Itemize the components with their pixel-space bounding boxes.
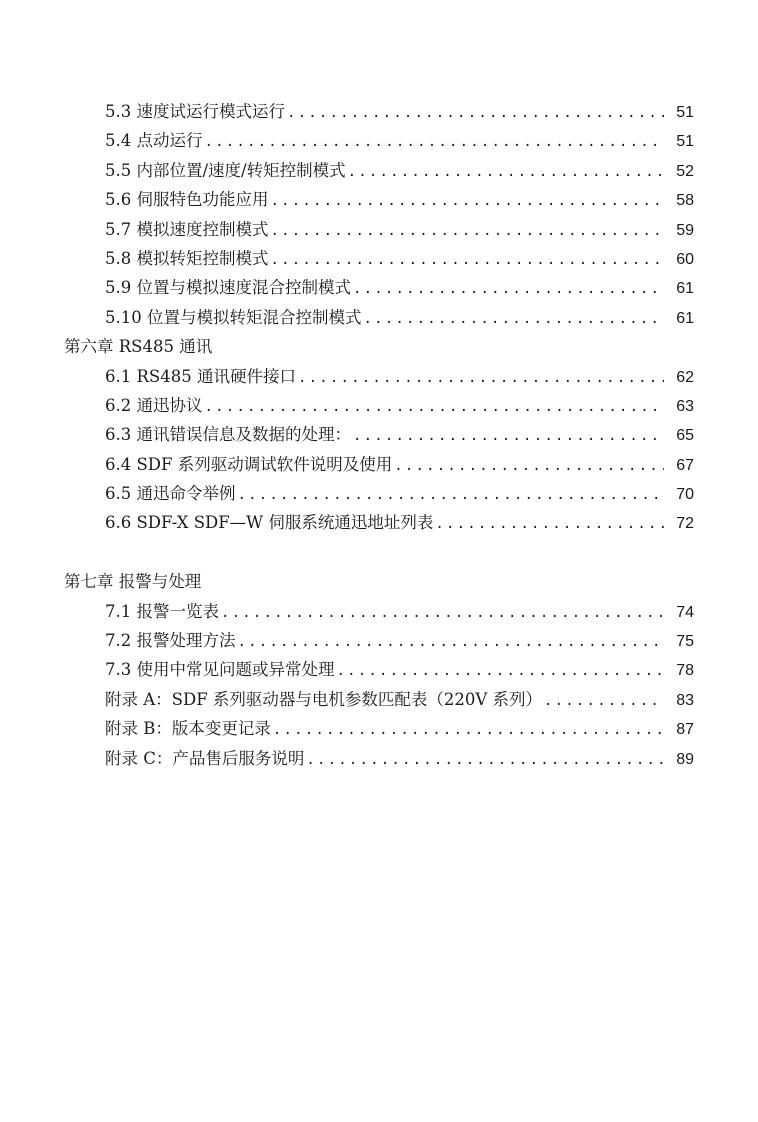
toc-entry [64,244,694,273]
toc-leader-dots [353,422,664,451]
toc-leader-dots [353,275,664,304]
toc-entry-line [105,391,694,422]
toc-page-number: 52 [676,162,694,180]
toc-page-number: 61 [676,280,694,298]
toc-entry-line [105,420,694,451]
toc-chapter-heading [64,567,694,596]
toc-leader-dots [298,364,664,393]
toc-leader-dots [306,746,664,775]
toc-entry-label: 5.9 位置与模拟速度混合控制模式 [105,273,353,302]
toc-leader-dots [394,452,664,481]
toc-page-number: 58 [676,192,694,210]
toc-entry-label: 附录 B：版本变更记录 [105,714,273,743]
toc-entry-line [105,450,694,481]
toc-page-number: 63 [676,397,694,415]
toc-leader-dots [271,246,665,275]
toc-entry-line [105,244,694,275]
toc-entry-line [105,273,694,304]
toc-page-number: 83 [676,691,694,709]
toc-page-number: 59 [676,221,694,239]
toc-entry-line [105,597,694,628]
toc-entry-label: 7.1 报警一览表 [105,597,221,626]
toc-leader-dots [238,481,665,510]
toc-page-number: 75 [676,633,694,651]
toc-entry [64,479,694,508]
toc-leader-dots [271,217,665,246]
toc-leader-dots [337,657,665,686]
toc-chapter-title: 第六章 RS485 通讯 [64,337,213,357]
toc-entry [64,126,694,155]
toc-page-number: 78 [676,662,694,680]
toc-entry [64,215,694,244]
toc-leader-dots [205,393,665,422]
toc-entry-label: 7.2 报警处理方法 [105,626,238,655]
toc-entry-label: 6.1 RS485 通讯硬件接口 [105,362,298,391]
toc-entry [64,420,694,449]
toc-chapter-title: 第七章 报警与处理 [64,572,202,592]
toc-entry-label: 7.3 使用中常见问题或异常处理 [105,655,337,684]
toc-page-number: 61 [676,309,694,327]
toc-entry-line [105,685,694,716]
toc-entry-line [105,362,694,393]
toc-leader-dots [221,599,664,628]
toc-entry [64,685,694,714]
toc-entry [64,362,694,391]
toc-entry-label: 5.7 模拟速度控制模式 [105,215,271,244]
toc-entry [64,450,694,479]
toc-entry-label: 6.6 SDF-X SDF—W 伺服系统通迅地址列表 [105,508,435,537]
toc-entry-label: 5.6 伺服特色功能应用 [105,185,271,214]
toc-chapter-heading [64,332,694,361]
toc-entry [64,597,694,626]
toc-page-number: 51 [676,133,694,151]
toc-leader-dots [348,158,664,187]
toc-page-number: 51 [676,104,694,121]
toc-page-number: 70 [676,486,694,504]
toc-entry [64,156,694,185]
toc-entry-line [105,508,694,539]
toc-entry-line [105,626,694,657]
toc-entry-label: 6.5 通迅命令举例 [105,479,238,508]
toc-entry-label: 5.8 模拟转矩控制模式 [105,244,271,273]
toc-entry-line [105,479,694,510]
toc-entry [64,714,694,743]
toc-entry-line [105,156,694,187]
toc-leader-dots [544,687,664,716]
toc-leader-dots [271,187,665,216]
toc-page-number: 65 [676,427,694,445]
toc-entry-label: 5.3 速度试运行模式运行 [105,97,287,126]
toc-page-number: 62 [676,368,694,386]
toc-entry-label: 5.4 点动运行 [105,126,205,155]
toc-entry [64,744,694,773]
toc-page-number: 87 [676,721,694,739]
toc-entry [64,626,694,655]
toc-entry-line [105,97,694,128]
toc-page-number: 60 [676,250,694,268]
toc-entry [64,303,694,332]
toc-entry-line [105,185,694,216]
toc-entry-line [105,655,694,686]
toc-page-number: 89 [676,750,694,768]
toc-entry-line [105,215,694,246]
toc-entry [64,185,694,214]
toc-leader-dots [435,510,664,539]
toc-entry-label: 6.2 通迅协议 [105,391,205,420]
toc-entry-line [105,303,694,334]
toc-leader-dots [205,128,665,157]
toc-entry [64,97,694,126]
toc-entry-label: 6.4 SDF 系列驱动调试软件说明及使用 [105,450,394,479]
toc-leader-dots [238,628,665,657]
toc-entry-label: 附录 C：产品售后服务说明 [105,744,306,773]
toc-entry [64,508,694,537]
toc-entry-label: 附录 A：SDF 系列驱动器与电机参数匹配表（220V 系列） [105,685,544,714]
toc-entry-line [105,714,694,745]
toc-leader-dots [273,716,664,745]
toc-leader-dots [287,99,664,128]
toc-entry-label: 5.5 内部位置/速度/转矩控制模式 [105,156,348,185]
toc-entry [64,655,694,684]
toc-entry-line [105,126,694,157]
table-of-contents [64,97,694,773]
toc-entry [64,391,694,420]
toc-page-number: 74 [676,603,694,621]
toc-spacer [64,538,694,567]
toc-leader-dots [363,305,664,334]
toc-page-number: 72 [676,515,694,533]
toc-entry-label: 6.3 通讯错误信息及数据的处理： [105,420,353,449]
toc-entry-label: 5.10 位置与模拟转矩混合控制模式 [105,303,363,332]
toc-page-number: 67 [676,456,694,474]
toc-entry-line [105,744,694,775]
toc-entry [64,273,694,302]
